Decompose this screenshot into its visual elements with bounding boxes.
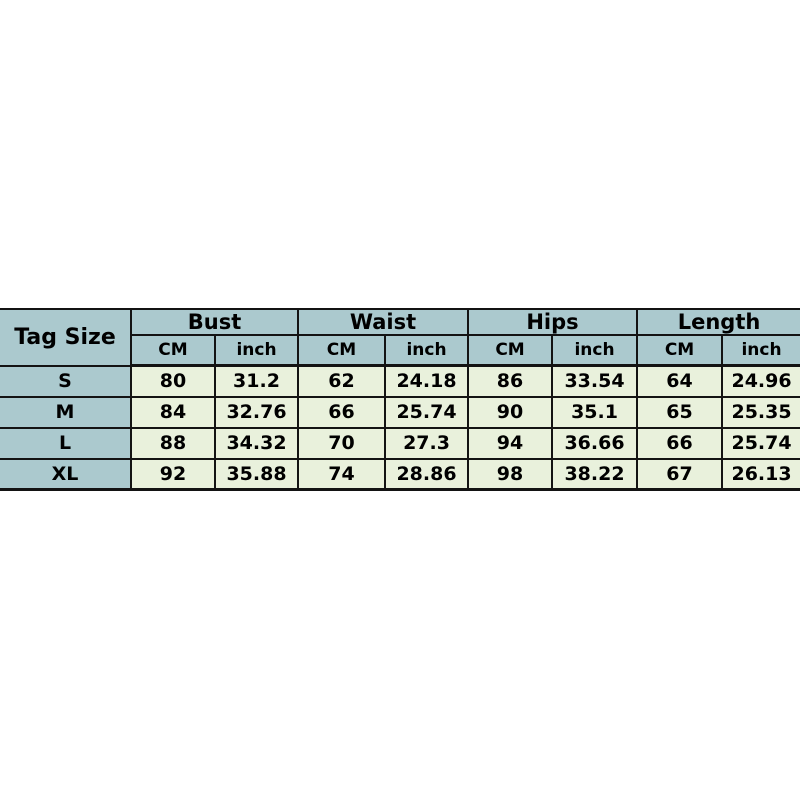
cell-xl-length-inch: 26.13 [722,459,800,490]
table-row-xl [0,459,800,490]
cell-xl-waist-cm: 74 [298,459,385,490]
size-label-s: S [0,366,131,397]
cell-m-hips-cm: 90 [468,397,552,428]
table-row-s [0,366,800,397]
cell-xl-length-cm: 67 [637,459,722,490]
cell-m-length-inch: 25.35 [722,397,800,428]
cell-xl-hips-inch: 38.22 [552,459,637,490]
cell-l-bust-cm: 88 [131,428,215,459]
cell-l-bust-inch: 34.32 [215,428,298,459]
unit-header-bust-inch: inch [215,335,298,366]
cell-s-bust-inch: 31.2 [215,366,298,397]
group-header-bust: Bust [131,309,298,335]
cell-m-bust-inch: 32.76 [215,397,298,428]
cell-s-bust-cm: 80 [131,366,215,397]
cell-s-length-cm: 64 [637,366,722,397]
cell-m-bust-cm: 84 [131,397,215,428]
cell-m-hips-inch: 35.1 [552,397,637,428]
unit-header-length-inch: inch [722,335,800,366]
size-label-l: L [0,428,131,459]
cell-xl-hips-cm: 98 [468,459,552,490]
corner-header-tag-size: Tag Size [0,309,131,366]
cell-xl-waist-inch: 28.86 [385,459,468,490]
cell-s-hips-cm: 86 [468,366,552,397]
cell-s-waist-cm: 62 [298,366,385,397]
unit-header-length-cm: CM [637,335,722,366]
cell-m-waist-inch: 25.74 [385,397,468,428]
cell-s-length-inch: 24.96 [722,366,800,397]
unit-header-bust-cm: CM [131,335,215,366]
cell-l-hips-cm: 94 [468,428,552,459]
unit-header-waist-inch: inch [385,335,468,366]
unit-header-waist-cm: CM [298,335,385,366]
cell-m-length-cm: 65 [637,397,722,428]
size-label-m: M [0,397,131,428]
cell-l-waist-cm: 70 [298,428,385,459]
cell-l-hips-inch: 36.66 [552,428,637,459]
group-header-row [0,309,800,335]
table-row-m [0,397,800,428]
cell-s-hips-inch: 33.54 [552,366,637,397]
group-header-length: Length [637,309,800,335]
table-row-l [0,428,800,459]
cell-xl-bust-inch: 35.88 [215,459,298,490]
cell-l-length-inch: 25.74 [722,428,800,459]
cell-s-waist-inch: 24.18 [385,366,468,397]
size-chart-header [0,309,800,366]
unit-header-hips-cm: CM [468,335,552,366]
cell-xl-bust-cm: 92 [131,459,215,490]
group-header-waist: Waist [298,309,468,335]
size-chart-body [0,366,800,490]
size-label-xl: XL [0,459,131,490]
cell-m-waist-cm: 66 [298,397,385,428]
cell-l-length-cm: 66 [637,428,722,459]
unit-header-hips-inch: inch [552,335,637,366]
size-chart-table [0,308,800,491]
cell-l-waist-inch: 27.3 [385,428,468,459]
group-header-hips: Hips [468,309,637,335]
